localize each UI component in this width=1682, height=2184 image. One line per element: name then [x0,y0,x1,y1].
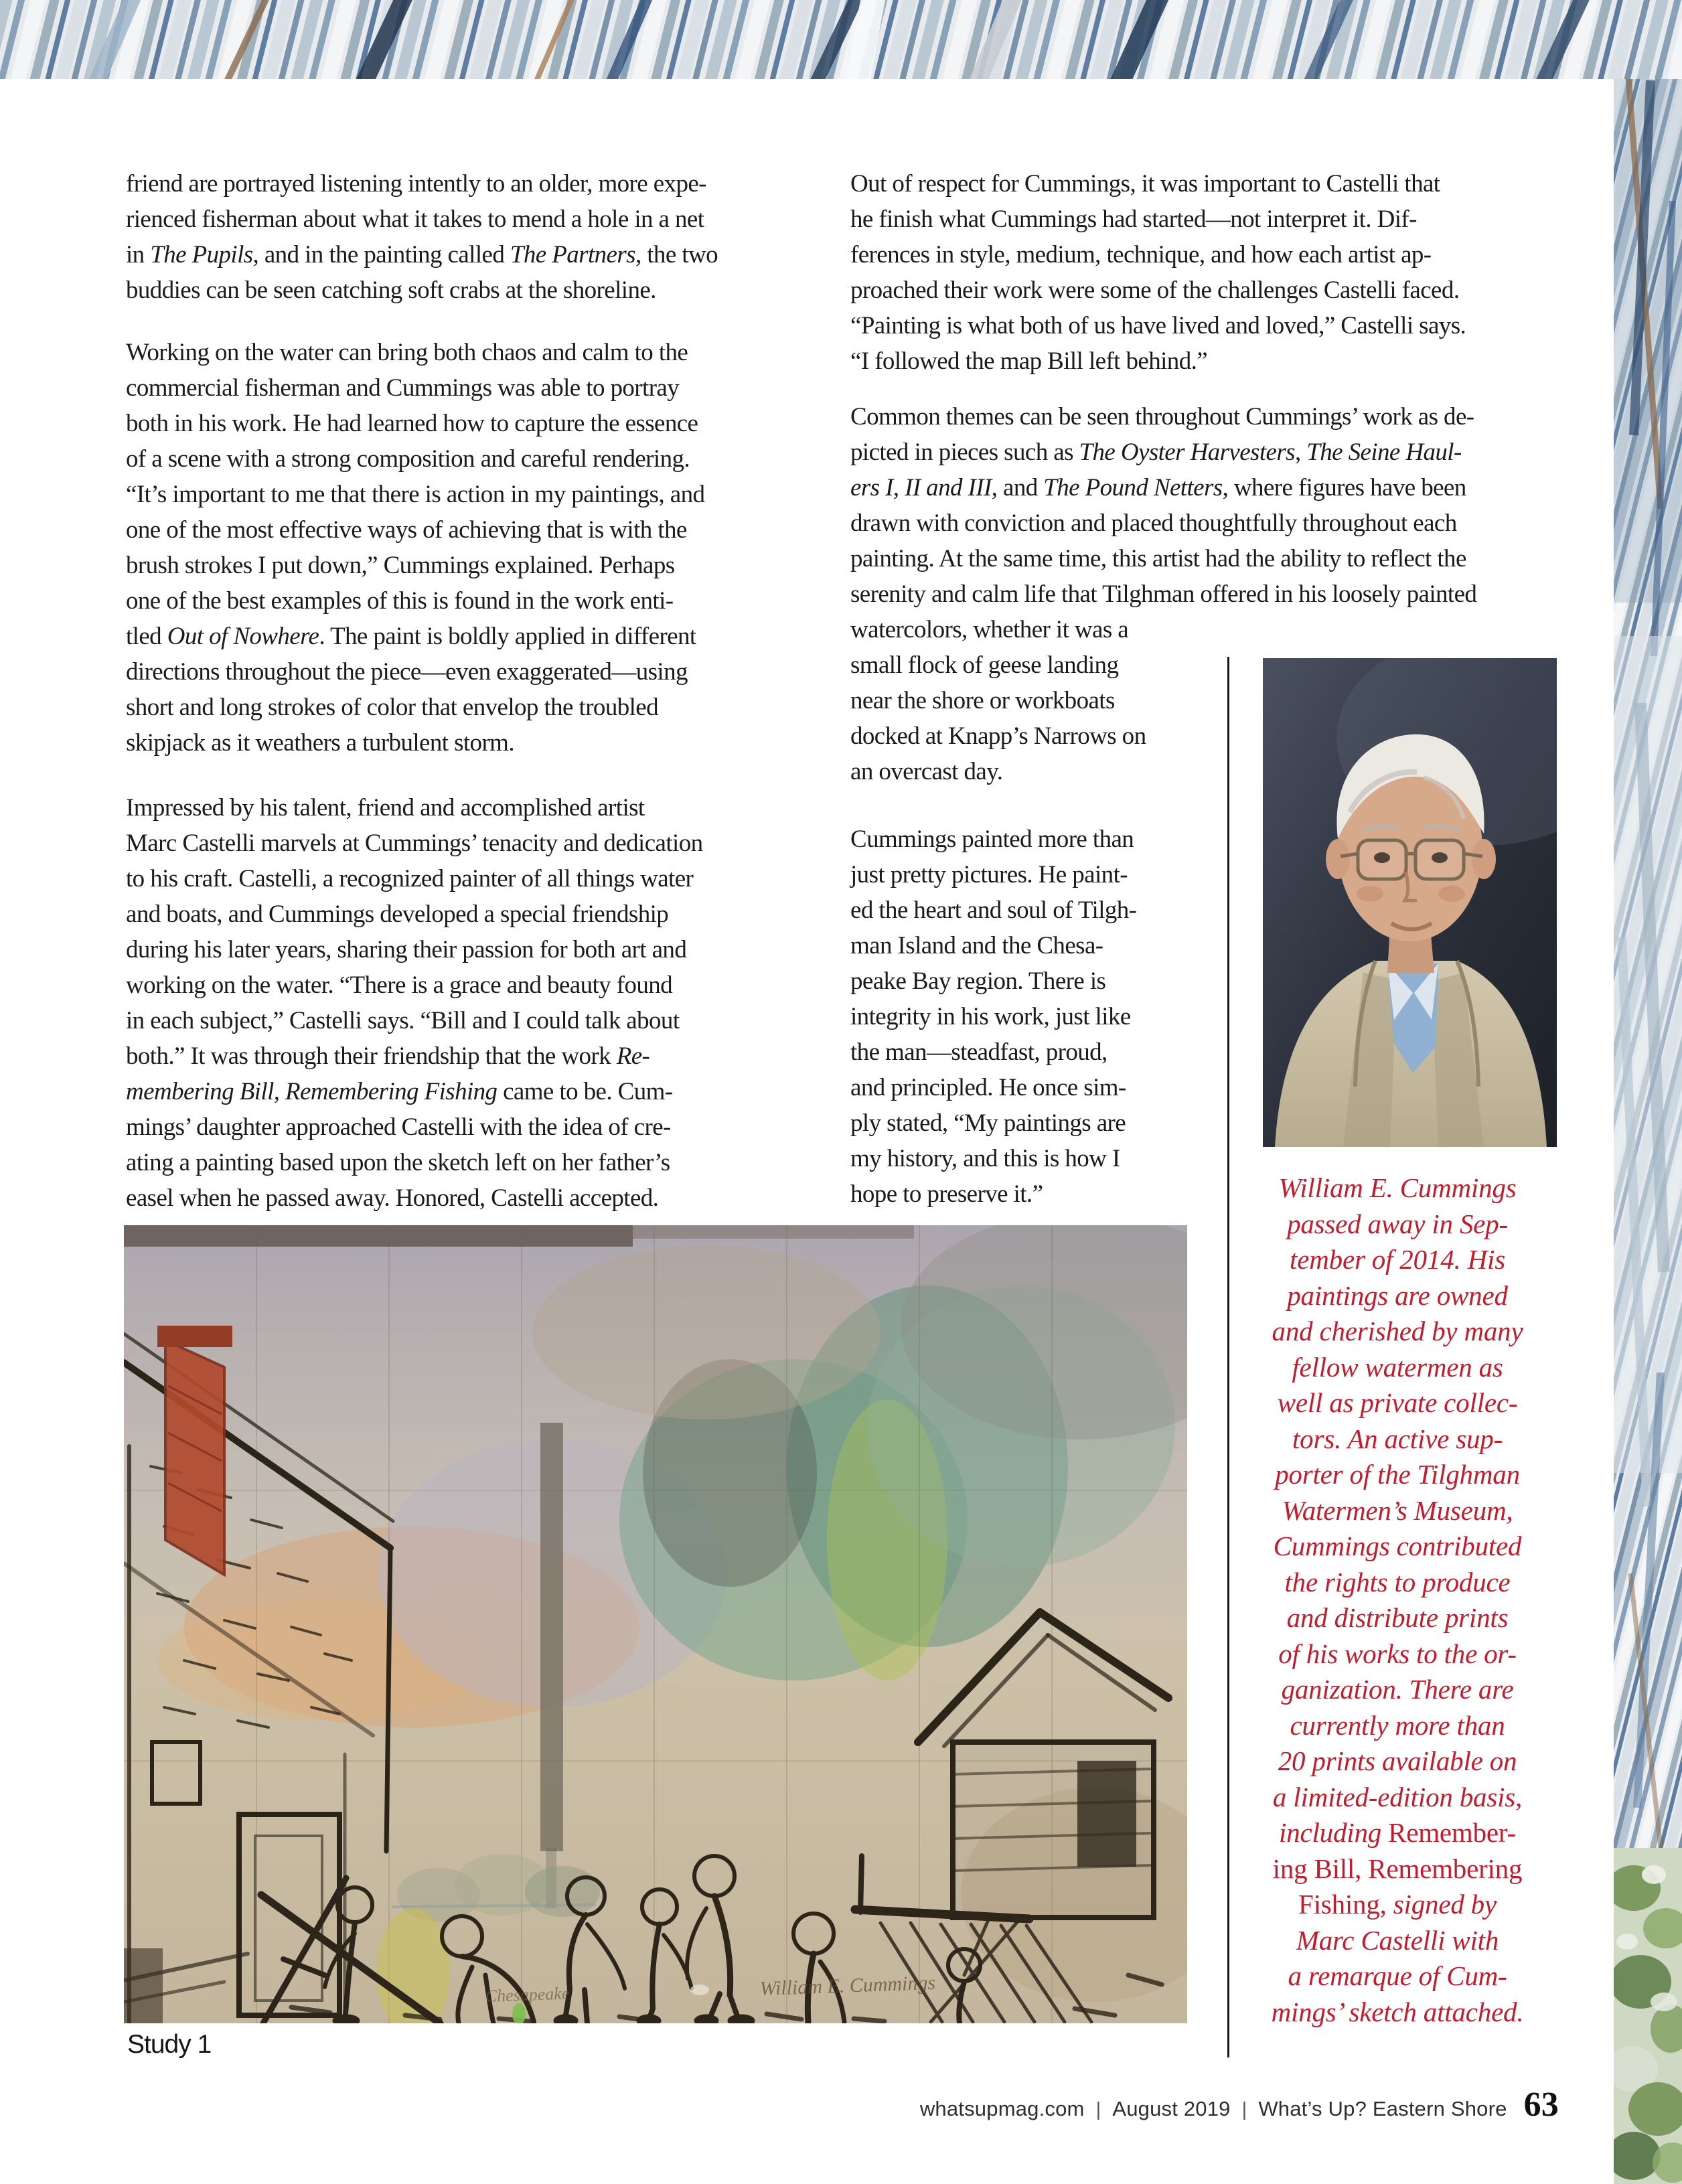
text-line: directions throughout the piece—even exaggerated—using [126,658,688,686]
text-line: 20 prints available on [1278,1745,1517,1776]
text-line: ferences in style, medium, technique, and how each artist ap- [850,241,1432,268]
text-line: he finish what Cummings had started—not interpret it. Dif- [850,206,1417,233]
text-line: an overcast day. [850,758,1003,785]
paragraph [126,790,834,1216]
text-line: ating a painting based upon the sketch left on her father’s [126,1149,670,1176]
text-line: “It’s important to me that there is action in my paintings, and [126,481,705,508]
text-line: both.” It was through their friendship that the work Re- [126,1042,650,1070]
text-line: Watermen’s Museum, [1282,1494,1513,1526]
text-line: “Painting is what both of us have lived and loved,” Castelli says. [850,312,1466,339]
text-line: Impressed by his talent, friend and accomplished artist [126,794,645,822]
sketch-inscription: Chesapeake [485,1983,570,2006]
text-line: paintings are owned [1287,1279,1508,1311]
text-line: watercolors, whether it was a [850,616,1129,643]
text-line: during his later years, sharing their passion for both art and [126,936,687,963]
text-line: just pretty pictures. He paint- [850,861,1128,888]
text-line: tors. An active sup- [1292,1423,1503,1454]
text-line: one of the most effective ways of achieving that is with the [126,516,687,544]
text-line: including Remember- [1278,1817,1517,1848]
text-line: friend are portrayed listening intently to an older, more expe- [126,170,706,198]
sketch-signature: William E. Cummings [759,1971,936,2000]
text-line: and distribute prints [1286,1602,1509,1633]
text-line: Out of respect for Cummings, it was important to Castelli that [850,170,1440,198]
text-line: tember of 2014. His [1290,1244,1505,1275]
footer-separator: | [1241,2099,1247,2120]
text-line: brush strokes I put down,” Cummings explained. Perhaps [126,552,675,579]
text-line: both in his work. He had learned how to capture the essence [126,410,698,437]
text-line: painting. At the same time, this artist had the ability to reflect the [850,545,1466,572]
text-line: “I followed the map Bill left behind.” [850,347,1208,375]
sketch-photo [124,1225,1187,2023]
page-number: 63 [1523,2086,1559,2124]
paragraph [850,822,1212,1212]
text-line: commercial fisherman and Cummings was able to portray [126,374,680,402]
text-line: Common themes can be seen throughout Cummings’ work as de- [850,403,1474,431]
text-line: proached their work were some of the challenges Castelli faced. [850,277,1460,304]
text-line: integrity in his work, just like [850,1003,1131,1030]
text-line: buddies can be seen catching soft crabs at the shoreline. [126,277,656,304]
pull-quote-caption [1229,1170,1565,2030]
text-line: small flock of geese landing [850,651,1119,679]
text-line: to his craft. Castelli, a recognized painter of all things water [126,865,694,892]
paragraph [126,166,834,308]
text-line: Marc Castelli with [1296,1924,1499,1956]
text-line: ed the heart and soul of Tilgh- [850,896,1137,924]
text-line: working on the water. “There is a grace and beauty found [126,971,673,999]
text-line: serenity and calm life that Tilghman offered in his loosely painted [850,580,1477,608]
text-line: in each subject,” Castelli says. “Bill and I could talk about [126,1007,680,1034]
text-line: hope to preserve it.” [850,1180,1043,1208]
text-line: peake Bay region. There is [850,967,1106,995]
text-line: mings’ sketch attached. [1271,1996,1524,2027]
text-line: in The Pupils, and in the painting called The Partners, the two [126,241,718,268]
text-line: passed away in Sep- [1287,1208,1508,1239]
text-line: and boats, and Cummings developed a special friendship [126,901,669,928]
text-line: man Island and the Chesa- [850,932,1103,959]
footer-publication: What’s Up? Eastern Shore [1258,2097,1507,2120]
text-line: a limited-edition basis, [1272,1781,1523,1812]
text-line: drawn with conviction and placed thoughtfully throughout each [850,510,1457,537]
text-line: the rights to produce [1284,1566,1511,1597]
text-line: William E. Cummings [1278,1172,1517,1203]
text-line: one of the best examples of this is found in the work enti- [126,587,674,615]
paragraph [850,399,1561,647]
text-line: mings’ daughter approached Castelli with the idea of cre- [126,1113,671,1141]
article-left-column [126,166,834,1216]
header-paint-band [0,0,1682,79]
text-line: Working on the water can bring both chaos and calm to the [126,339,688,366]
text-line: my history, and this is how I [850,1145,1120,1172]
text-line: currently more than [1290,1709,1505,1741]
paragraph [850,647,1212,789]
paragraph [850,166,1561,379]
text-line: short and long strokes of color that envelop the troubled [126,694,659,721]
text-line: tled Out of Nowhere. The paint is boldly applied in different [126,623,696,650]
page-footer [920,2088,1559,2122]
text-line: ing Bill, Remembering [1272,1853,1523,1884]
text-line: ers I, II and III, and The Pound Netters, where figures have been [850,474,1466,501]
text-line: rienced fisherman about what it takes to mend a hole in a net [126,206,704,233]
text-line: docked at Knapp’s Narrows on [850,722,1146,750]
text-line: picted in pieces such as The Oyster Harvesters, The Seine Haul- [850,439,1462,466]
text-line: ply stated, “My paintings are [850,1109,1126,1137]
text-line: Cummings contributed [1273,1531,1522,1561]
text-line: near the shore or workboats [850,687,1115,714]
text-line: ganization. There are [1281,1674,1514,1705]
text-line: and cherished by many [1272,1316,1523,1346]
text-line: Cummings painted more than [850,826,1134,853]
footer-issue: August 2019 [1112,2097,1231,2120]
paragraph [126,335,834,761]
portrait-photo [1263,658,1557,1147]
text-line: and principled. He once sim- [850,1074,1126,1101]
text-line: Marc Castelli marvels at Cummings’ tenacity and dedication [126,830,703,857]
edge-paint-strip [1614,0,1682,2184]
footer-site[interactable]: whatsupmag.com [919,2097,1085,2120]
text-line: of his works to the or- [1278,1638,1517,1669]
text-line: fellow watermen as [1292,1351,1503,1383]
text-line: easel when he passed away. Honored, Castelli accepted. [126,1184,659,1212]
footer-separator: | [1095,2099,1101,2120]
text-line: skipjack as it weathers a turbulent storm. [126,729,515,757]
text-line: well as private collec- [1277,1387,1518,1418]
text-line: the man—steadfast, proud, [850,1038,1107,1066]
text-line: membering Bill, Remembering Fishing came to be. Cum- [126,1078,673,1105]
sketch-caption: Study 1 [127,2030,212,2059]
text-line: of a scene with a strong composition and careful rendering. [126,445,690,473]
text-line: porter of the Tilghman [1275,1459,1520,1490]
text-line: Fishing, signed by [1298,1889,1497,1920]
text-line: a remarque of Cum- [1288,1960,1507,1991]
